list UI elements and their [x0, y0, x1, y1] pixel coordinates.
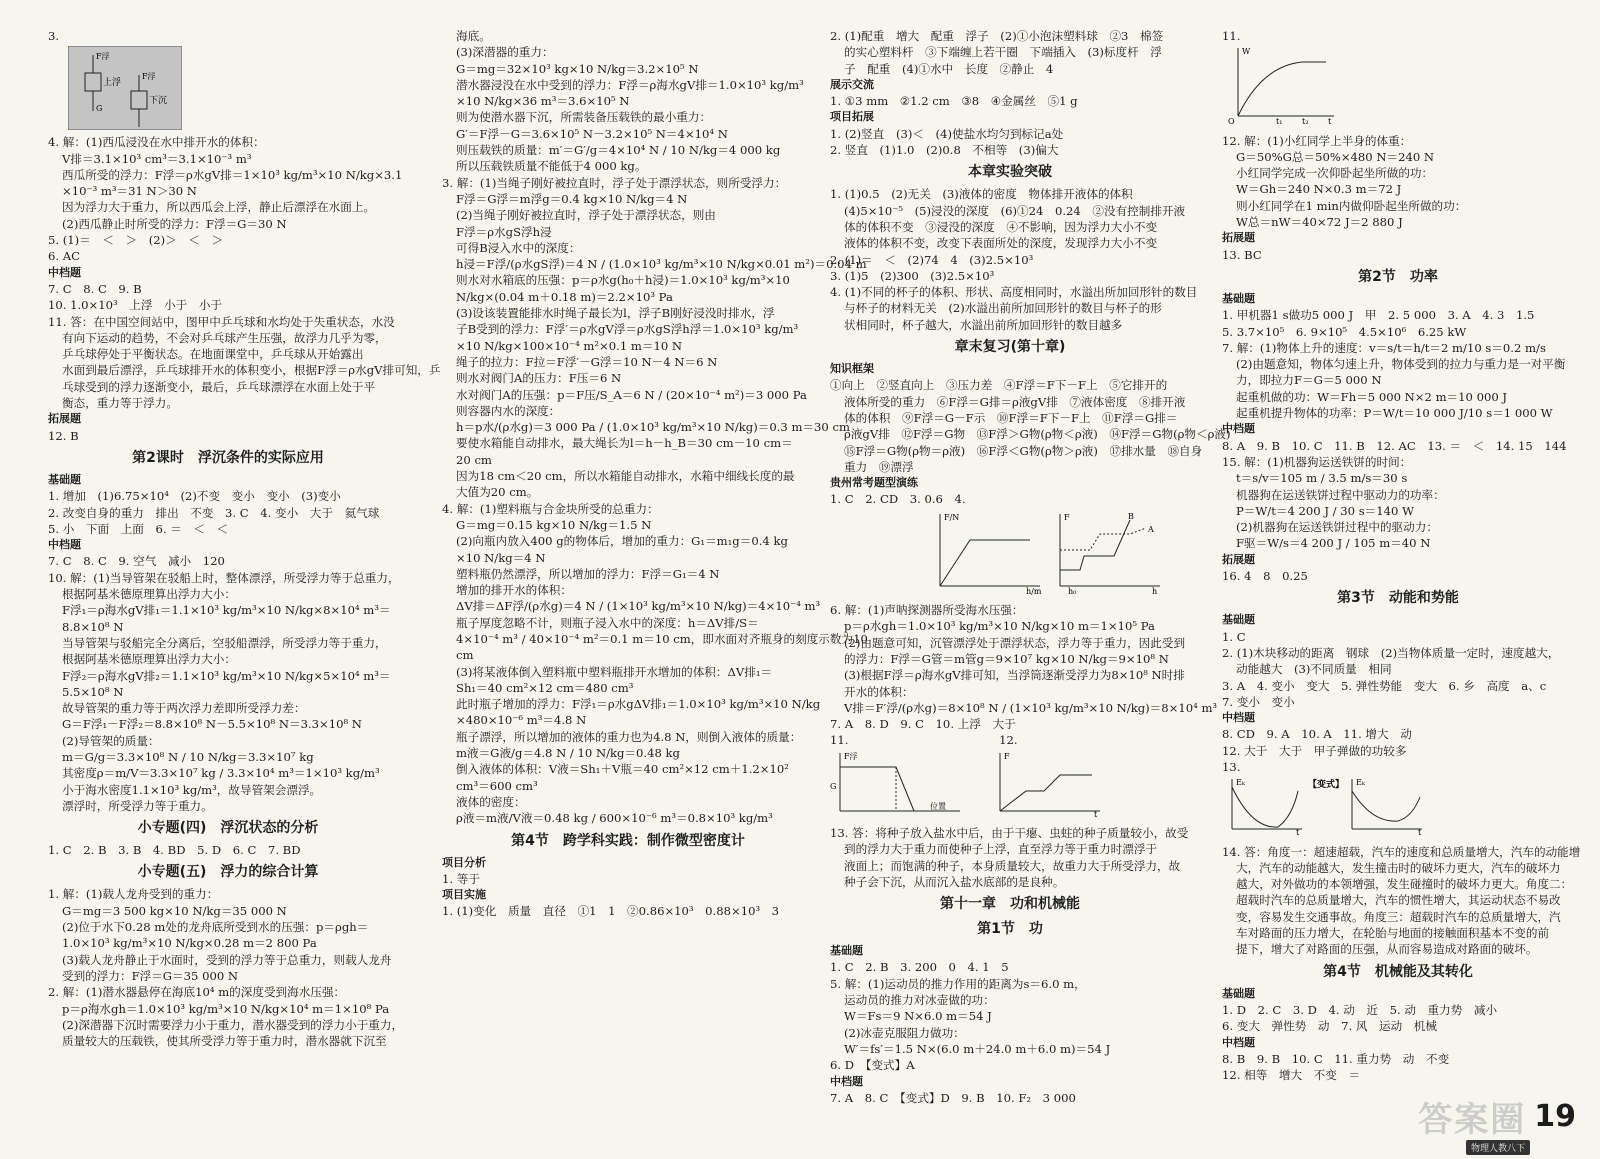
answer-line: 与杯子的材料无关 (2)水溢出前所加回形针的数目与杯子的形	[844, 301, 1162, 316]
answer-line: h浸＝F浮/(ρ水gS浮)＝4 N / (1.0×10³ kg/m³×10 N/kg×0.01 m²)＝0.04 m	[456, 257, 867, 272]
answer-line: 超载时汽车的总质量增大，汽车的惯性增大，其运动状态不易改	[1236, 893, 1561, 908]
graphs-4-5-svg	[830, 510, 1170, 594]
subsection-label: 项目拓展	[830, 110, 874, 124]
answer-line: h＝p水/(ρ水g)＝3 000 Pa / (1.0×10³ kg/m³×10 N/kg)＝0.3 m＝30 cm	[456, 420, 850, 435]
answer-line: 3.	[48, 29, 60, 43]
answer-line: 受到的浮力：F浮＝G＝35 000 N	[62, 968, 239, 983]
answer-line: 机器狗在运送铁饼过程中驱动力的功率：	[1236, 487, 1445, 502]
answer-line: 13. BC	[1222, 247, 1262, 262]
answer-line: 开水的体积：	[844, 684, 914, 699]
answer-line: 根据阿基米德原理算出浮力大小：	[62, 587, 236, 602]
answer-line: 4. 解：(1)塑料瓶与合金块所受的总重力：	[442, 501, 659, 516]
answer-line: 1. 甲机器1 s做功5 000 J 甲 2. 5 000 3. A 4. 3 1.5	[1222, 308, 1535, 323]
answer-line: (4)5×10⁻⁵ (5)浸没的深度 (6)①24 0.24 ②没有控制排开液	[844, 203, 1186, 218]
section-heading: 第2课时 浮沉条件的实际应用	[132, 449, 324, 466]
answer-line: cm	[456, 648, 474, 663]
answer-line: 2. 改变自身的重力 排出 不变 3. C 4. 变小 大于 氦气球	[48, 505, 380, 520]
answer-line: W＝Gh＝240 N×0.3 m＝72 J	[1236, 182, 1402, 197]
answer-line: 则为使潜水器下沉，所需装备压载铁的最小重力：	[456, 110, 712, 125]
g5-x: h	[1152, 586, 1158, 596]
answer-line: 到的浮力大于重力而使种子上浮，直至浮力等于重力时漂浮于	[844, 842, 1158, 857]
down-label: 下沉	[149, 96, 168, 107]
answer-line: 的实心塑料杆 ③下端缠上若干圈 下端插入 (3)标度杆 浮	[844, 45, 1162, 60]
answer-line: 14. 答：角度一：超速超载，汽车的速度和总质量增大，汽车的动能增	[1222, 844, 1581, 859]
g-label: G	[96, 104, 103, 114]
answer-line: 则水对阀门A的压力：F压＝6 N	[456, 371, 622, 386]
column-1	[48, 28, 441, 1049]
answer-line: 瓶子厚度忽略不计，则瓶子浸入水中的深度：h＝ΔV排/S＝	[456, 615, 759, 630]
w-o: O	[1228, 117, 1235, 127]
graphs-13-svg	[1222, 777, 1442, 838]
answer-line: 8. A 9. B 10. C 11. B 12. AC 13. ＝ ＜ 14. 15 144	[1222, 438, 1567, 453]
g5-b: B	[1128, 511, 1134, 521]
column-3	[830, 28, 1231, 1106]
answer-line: (3)深潜器的重力：	[456, 45, 554, 60]
answer-line: 4. (1)不同的杯子的体积、形状、高度相同时，水溢出所加回形针的数目	[830, 285, 1198, 300]
answer-line: ⑮F浮＝G物(ρ物＝ρ液) ⑯F浮＜G物(ρ物＞ρ液) ⑰排水量 ⑱自身	[844, 443, 1203, 458]
answer-line: (2)西瓜静止时所受的浮力：F浮＝G＝30 N	[62, 216, 287, 231]
g11-g: G	[830, 781, 837, 791]
answer-line: 液体所受的重力 ⑥F浮＝G排＝ρ液gV排 ⑦液体密度 ⑧排开液	[844, 394, 1186, 409]
subsection-label: 基础题	[830, 944, 863, 958]
answer-line: F浮₂＝ρ海水gV排₂＝1.1×10³ kg/m³×10 N/kg×5×10⁴ m³＝	[62, 668, 391, 683]
answer-line: 5. 小 下面 上面 6. ＝ ＜ ＜	[48, 521, 229, 536]
f-label: F浮	[96, 52, 110, 62]
answer-line: 1. C 2. B 3. B 4. BD 5. D 6. C 7. BD	[48, 843, 301, 858]
answer-line: 1. C 2. CD 3. 0.6 4.	[830, 492, 966, 507]
w-t1: t₁	[1276, 117, 1283, 127]
answer-line: p＝ρ海水gh＝1.0×10³ kg/m³×10 N/kg×10⁴ m＝1×10⁸ Pa	[62, 1001, 390, 1016]
answer-line: ΔV排＝ΔF浮/(ρ水g)＝4 N / (1×10³ kg/m³×10 N/kg)＝4×10⁻⁴ m³	[456, 599, 821, 614]
answer-line: 13. 答：将种子放入盐水中后，由于干瘪、虫蛀的种子质量较小，故受	[830, 825, 1189, 840]
answer-line: 子B受到的浮力：F浮′＝ρ水gV浮＝ρ水gS浮h浮＝1.0×10³ kg/m³	[456, 322, 799, 337]
answer-line: 8. CD 9. A 10. A 11. 增大 动	[1222, 727, 1412, 742]
section-heading: 本章实验突破	[968, 164, 1052, 181]
answer-line: 倒入液体的体积：V液＝Sh₁＋V瓶＝40 cm²×12 cm＋1.2×10²	[456, 762, 789, 777]
answer-line: 漂浮时，所受浮力等于重力。	[62, 798, 213, 813]
answer-line: 动能越大 (3)不同质量 相同	[1236, 662, 1392, 677]
answer-line: 7. C 8. C 9. B	[48, 281, 142, 296]
answer-line: 子 配重 (4)①水中 长度 ②静止 4	[844, 61, 1054, 76]
answer-line: 3. (1)5 (2)300 (3)2.5×10³	[830, 268, 995, 283]
answer-line: 水对阀门A的压强：p＝F压/S_A＝6 N / (20×10⁻⁴ m²)＝3 000 Pa	[456, 387, 807, 402]
subsection-label: 基础题	[48, 472, 81, 486]
answer-line: 8. B 9. B 10. C 11. 重力势 动 不变	[1222, 1051, 1450, 1066]
answer-line: 种子会下沉，从而沉入盐水底部的是良种。	[844, 874, 1065, 889]
section-heading: 第4节 跨学科实践：制作微型密度计	[511, 832, 745, 849]
answer-line: 1. ①3 mm ②1.2 cm ③8 ④金属丝 ⑤1 g	[830, 94, 1078, 109]
answer-line: 运动员的推力对冰壶做的功：	[844, 993, 995, 1008]
answer-line: 1. D 2. C 3. D 4. 动 近 5. 动 重力势 减小	[1222, 1002, 1498, 1017]
answer-line: (3)载人龙舟静止于水面时，受到的浮力等于总重力，则载人龙舟	[62, 952, 392, 967]
graphs-4-5	[830, 510, 1190, 598]
g11-x: 位置	[930, 801, 946, 811]
answer-line: 1. 增加 (1)6.75×10⁴ (2)不变 变小 变小 (3)变小	[48, 489, 341, 504]
subsection-label: 中档题	[1222, 711, 1255, 725]
section-heading: 第4节 机械能及其转化	[1323, 963, 1473, 980]
w-t: t	[1328, 117, 1332, 127]
answer-line: ①向上 ②竖直向上 ③压力差 ④F浮＝F下－F上 ⑤它排开的	[830, 378, 1168, 393]
answer-line: 的浮力：F浮＝G管＝m管g＝9×10⁷ kg×10 N/kg＝9×10⁸ N	[844, 651, 1169, 666]
answer-line: 12. 解：(1)小红同学上半身的体重：	[1222, 133, 1412, 148]
answer-line: (3)根据F浮＝ρ海水gV排可知，当浮筒逐渐受浮力为8×10⁸ N时排	[844, 668, 1185, 683]
answer-line: 则水对水箱底的压强：p＝ρ水g(h₀＋h浸)＝1.0×10³ kg/m³×10	[456, 273, 790, 288]
answer-line: 1. 解：(1)载人龙舟受到的重力：	[48, 887, 219, 902]
answer-line: (2)冰壶克服阻力做功：	[844, 1025, 965, 1040]
answer-line: 绳子的拉力：F拉＝F浮′－G浮＝10 N－4 N＝6 N	[456, 354, 718, 369]
answer-line: 根据阿基米德原理算出浮力大小：	[62, 652, 236, 667]
answer-line: 瓶子漂浮，所以增加的液体的重力也为4.8 N，则倒入液体的质量：	[456, 729, 802, 744]
answer-line: 有向下运动的趋势，不会对乒乓球产生压强，故浮力几乎为零，	[62, 330, 387, 345]
answer-line: 7. 变小 变小	[1222, 694, 1295, 709]
answer-line: 7. 解：(1)物体上升的速度：v＝s/t＝h/t＝2 m/10 s＝0.2 m/s	[1222, 340, 1546, 355]
subsection-label: 中档题	[1222, 422, 1255, 436]
answer-line: F驱＝W/s＝4 200 J / 105 m＝40 N	[1236, 536, 1431, 551]
answer-line: 水面到最后漂浮，乒乓球排开水的体积变小，根据F浮＝ρ水gV排可知，乒	[62, 363, 441, 378]
answer-line: 液体的体积不变，改变下表面所处的深度，发现浮力大小不变	[844, 236, 1158, 251]
answer-line: 海底。	[456, 29, 491, 43]
answer-line: G＝mg＝3 500 kg×10 N/kg＝35 000 N	[62, 903, 287, 918]
ek-y1: Eₖ	[1236, 778, 1245, 788]
answer-line: p＝ρ水gh＝1.0×10³ kg/m³×10 N/kg×10 m＝1×10⁵ Pa	[844, 619, 1155, 634]
g4-x: h/m	[1026, 586, 1042, 596]
graphs-11-12-svg	[830, 751, 1170, 817]
answer-line: F浮₁＝ρ海水gV排₁＝1.1×10³ kg/m³×10 N/kg×8×10⁴ m³＝	[62, 603, 391, 618]
answer-line: ×480×10⁻⁶ m³＝4.8 N	[456, 713, 587, 728]
answer-line: F浮＝ρ水gS浮h浸	[456, 224, 552, 239]
subsection-label: 展示交流	[830, 77, 874, 91]
answer-line: W′＝fs′＝1.5 N×(6.0 m＋24.0 m＋6.0 m)＝54 J	[844, 1041, 1111, 1056]
section-heading: 章末复习(第十章)	[954, 339, 1066, 356]
f-label-2: F浮	[142, 72, 156, 82]
subsection-label: 基础题	[1222, 986, 1255, 1000]
answer-line: W总＝nW＝40×72 J＝2 880 J	[1236, 215, 1403, 230]
answer-line: 液面上；而饱满的种子，本身质量较大，故重力大于所受浮力，故	[844, 858, 1181, 873]
answer-line: 其密度ρ＝m/V＝3.3×10⁷ kg / 3.3×10⁴ m³＝1×10³ kg/m³	[62, 766, 380, 781]
answer-line: 3. 解：(1)当绳子刚好被拉直时，浮子处于漂浮状态，则所受浮力：	[442, 175, 787, 190]
answer-line: 小于海水密度1.1×10³ kg/m³，故导管架会漂浮。	[62, 782, 322, 797]
answer-line: 体的体积 ⑨F浮＝G－F示 ⑩F浮＝F下－F上 ⑪F浮＝G排＝	[844, 410, 1178, 425]
answer-line: V排＝3.1×10³ cm³＝3.1×10⁻³ m³	[62, 151, 252, 166]
graphs-11-12	[830, 751, 1190, 821]
answer-line: 5.5×10⁸ N	[62, 684, 124, 699]
answer-line: 此时瓶子增加的浮力：F浮₁＝ρ水gΔV排₁＝1.0×10³ kg/m³×10 N/kg	[456, 697, 821, 712]
up-label: 上浮	[103, 78, 122, 89]
subsection-label: 中档题	[830, 1074, 863, 1088]
answer-line: 12. 相等 增大 不变 ＝	[1222, 1068, 1361, 1083]
answer-line: 2. (1)木块移动的距离 钢球 (2)当物体质量一定时，速度越大，	[1222, 645, 1560, 660]
answer-line: 16. 4 8 0.25	[1222, 569, 1308, 584]
answer-line: 所以压载铁质量不能低于4 000 kg。	[456, 159, 647, 174]
answer-line: P＝W/t＝4 200 J / 30 s＝140 W	[1236, 503, 1414, 518]
answer-line: 1. C 2. B 3. 200 0 4. 1 5	[830, 960, 1009, 975]
answer-line: m液＝G液/g＝4.8 N / 10 N/kg＝0.48 kg	[456, 746, 680, 761]
answer-line: 要使水箱能自动排水，最大绳长为l＝h－h_B＝30 cm－10 cm＝	[456, 436, 793, 451]
g12-x: t	[1094, 809, 1098, 819]
answer-line: 11.	[1222, 29, 1241, 43]
answer-line: 5. 3.7×10⁵ 6. 9×10⁵ 4.5×10⁶ 6.25 kW	[1222, 324, 1467, 339]
answer-line: 7. C 8. C 9. 空气 减小 120	[48, 554, 225, 569]
answer-line: G′＝F浮－G＝3.6×10⁵ N－3.2×10⁵ N＝4×10⁴ N	[456, 126, 728, 141]
subsection-label: 知识框架	[830, 362, 874, 376]
answer-line: 大值为20 cm。	[456, 485, 539, 500]
answer-line: 液体的密度：	[456, 794, 526, 809]
variant-label: 【变式】	[1308, 780, 1345, 791]
answer-line: 2. 竖直 (1)1.0 (2)0.8 不相等 (3)偏大	[830, 143, 1059, 158]
subsection-label: 项目分析	[442, 855, 486, 869]
answer-line: 6. 解：(1)声呐探测器所受海水压强：	[830, 603, 1024, 618]
answer-line: 则容器内水的深度：	[456, 403, 561, 418]
answer-line: W＝Fs＝9 N×6.0 m＝54 J	[844, 1009, 992, 1024]
answer-line: 13.	[1222, 759, 1241, 774]
answer-line: (2)由题意知，物体匀速上升，物体受到的拉力与重力是一对平衡	[1236, 357, 1566, 372]
answer-line: G＝50%G总＝50%×480 N＝240 N	[1236, 149, 1435, 164]
answer-line: 12. B	[48, 428, 79, 443]
answer-line: 1. C	[1222, 629, 1246, 644]
answer-line: 7. A 8. D 9. C 10. 上浮 大于	[830, 717, 1016, 732]
subsection-label: 基础题	[1222, 291, 1255, 305]
answer-line: 6. 变大 弹性势 动 7. 风 运动 机械	[1222, 1019, 1437, 1034]
answer-line: (2)机器狗在运送铁饼过程中的驱动力：	[1236, 520, 1438, 535]
answer-line: ×10 N/kg×100×10⁻⁴ m²×0.1 m＝10 N	[456, 338, 683, 353]
w-y: W	[1242, 47, 1251, 57]
g4-y: F/N	[944, 512, 960, 522]
ek-x2: t	[1418, 828, 1422, 838]
answer-line: 状相同时，杯子越大，水溢出前所加回形针的数目越多	[844, 317, 1123, 332]
ek-y2: Eₖ	[1356, 778, 1365, 788]
answer-line: 则小红同学在1 min内做仰卧起坐所做的功：	[1236, 198, 1467, 213]
page-number: 19	[1534, 1099, 1576, 1134]
answer-line: 质量较大的压载铁，使其所受浮力等于重力时，潜水器就下沉至	[62, 1034, 387, 1049]
answer-line: ρ液gV排 ⑫F浮＝G物 ⑬F浮＞G物(ρ物＜ρ液) ⑭F浮＝G物(ρ物＜ρ液)	[844, 427, 1231, 442]
answer-line: 12. 大于 大于 甲子弹做的功较多	[1222, 743, 1407, 758]
g12-y: F	[1004, 751, 1010, 761]
answer-line: 10. 解：(1)当导管架在驳船上时，整体漂浮，所受浮力等于总重力，	[48, 570, 400, 585]
page-corner	[1418, 1092, 1576, 1141]
answer-line: 体的体积不变 ③浸没的深度 ④不影响，因为浮力大小不变	[844, 219, 1158, 234]
section-heading: 小专题(五) 浮力的综合计算	[137, 864, 319, 881]
answer-line: 5. (1)＝ ＜ ＞ (2)＞ ＜ ＞	[48, 233, 224, 248]
answer-line: 因为浮力大于重力，所以西瓜会上浮，静止后漂浮在水面上。	[62, 200, 376, 215]
answer-line: 4. 解：(1)西瓜浸没在水中排开水的体积：	[48, 135, 265, 150]
answer-line: 力，即拉力F＝G＝5 000 N	[1236, 373, 1382, 388]
g5-y: F	[1064, 512, 1070, 522]
answer-line: (3)将某液体倒入塑料瓶中塑料瓶排开水增加的体积：ΔV排₁＝	[456, 664, 773, 679]
answer-line: (3)设该装置能排水时绳子最长为l，浮子B刚好浸没时排水，浮	[456, 306, 775, 321]
answer-line: 1. 等于	[442, 871, 480, 886]
answer-line: G＝mg＝32×10³ kg×10 N/kg＝3.2×10⁵ N	[456, 61, 699, 76]
answer-line: 10. 1.0×10³ 上浮 小于 小于	[48, 298, 223, 313]
subsection-label: 项目实施	[442, 888, 486, 902]
answer-line: V排＝F′浮/(ρ水g)＝8×10⁸ N / (1×10³ kg/m³×10 N/kg)＝8×10⁴ m³	[844, 700, 1218, 715]
answer-line: 潜水器浸没在水中受到的浮力：F浮＝ρ海水gV排＝1.0×10³ kg/m³	[456, 77, 804, 92]
ek-x1: t	[1296, 828, 1300, 838]
answer-line: 起重机提升物体的功率：P＝W/t＝10 000 J/10 s＝1 000 W	[1236, 406, 1553, 421]
answer-line: 起重机做的功：W＝Fh＝5 000 N×2 m＝10 000 J	[1236, 389, 1508, 404]
answer-line: 增加的排开水的体积：	[456, 583, 572, 598]
answer-line: 乓球受到的浮力逐渐变小，最后，乒乓球漂浮在水面上处于平	[62, 379, 376, 394]
answer-line: 11. 12.	[830, 733, 1018, 748]
answer-line: 可得B浸入水中的深度：	[456, 240, 581, 255]
w-t2: t₂	[1302, 117, 1309, 127]
answer-line: m＝G/g＝3.3×10⁸ N / 10 N/kg＝3.3×10⁷ kg	[62, 749, 314, 764]
answer-line: 1.0×10³ kg/m³×10 N/kg×0.28 m＝2 800 Pa	[62, 936, 317, 951]
answer-line: t＝s/v＝105 m / 3.5 m/s＝30 s	[1236, 471, 1408, 486]
subsection-label: 拓展题	[1222, 231, 1255, 245]
subsection-label: 拓展题	[1222, 552, 1255, 566]
answer-line: (2)导管架的质量：	[62, 733, 160, 748]
answer-line: F浮＝G浮＝m浮g＝0.4 kg×10 N/kg＝4 N	[456, 191, 688, 206]
graph-w-t-svg	[1222, 46, 1342, 127]
answer-line: 11. 答：在中国空间站中，图甲中乒乓球和水均处于失重状态，水没	[48, 314, 395, 329]
column-4	[1222, 28, 1581, 1083]
answer-line: 8.8×10⁸ N	[62, 619, 124, 634]
answer-line: 车对路面的压力增大，在轮胎与地面的接触面积基本不变的前	[1236, 926, 1550, 941]
answer-line: 3. A 4. 变小 变大 5. 弹性势能 变大 6. 乡 高度 a、c	[1222, 678, 1547, 693]
answer-line: N/kg×(0.04 m＋0.18 m)＝2.2×10³ Pa	[456, 289, 673, 304]
answer-line: 故导管架的重力等于两次浮力差即所受浮力差：	[62, 701, 306, 716]
answer-line: 15. 解：(1)机器狗运送铁饼的时间：	[1222, 454, 1412, 469]
answer-line: ρ液＝m液/V液＝0.48 kg / 600×10⁻⁶ m³＝0.8×10³ kg/m³	[456, 811, 773, 826]
answer-line: (2)当绳子刚好被拉直时，浮子处于漂浮状态，则由	[456, 208, 716, 223]
answer-line: ×10 N/kg×36 m³＝3.6×10⁵ N	[456, 94, 630, 109]
answer-line: 1. (1)变化 质量 直径 ①1 1 ②0.86×10³ 0.88×10³ 3	[442, 904, 780, 919]
answer-line: ×10 N/kg＝4 N	[456, 550, 546, 565]
answer-line: 7. A 8. C 【变式】D 9. B 10. F₂ 3 000	[830, 1090, 1076, 1105]
subsection-label: 贵州常考题型演练	[830, 476, 918, 490]
answer-line: 1. (1)0.5 (2)无关 (3)液体的密度 物体排开液体的体积	[830, 187, 1133, 202]
g5-a: A	[1148, 524, 1154, 534]
footer-tag: 物理人教八下	[1466, 1140, 1530, 1155]
answer-line: 塑料瓶仍然漂浮，所以增加的浮力：F浮＝G₁＝4 N	[456, 566, 720, 581]
answer-line: ×10⁻³ m³＝31 N＞30 N	[62, 184, 197, 199]
answer-line: 则压载铁的质量：m′＝G′/g＝4×10⁴ N / 10 N/kg＝4 000 kg	[456, 143, 781, 158]
answer-line: (2)由题意可知，沉管漂浮处于漂浮状态，浮力等于重力，因此受到	[844, 635, 1186, 650]
answer-line: 2. (1)＝ ＜ (2)74 4 (3)2.5×10³	[830, 252, 1034, 267]
buoyancy-diagram	[69, 47, 181, 129]
answer-line: 2. (1)配重 增大 配重 浮子 (2)①小泡沫塑料球 ②3 棉签	[830, 29, 1164, 43]
section-heading: 第十一章 功和机械能	[940, 896, 1080, 913]
subsection-label: 拓展题	[48, 412, 81, 426]
subsection-label: 中档题	[48, 538, 81, 552]
answer-line: 小红同学完成一次仰卧起坐所做的功：	[1236, 166, 1434, 181]
section-heading: 第1节 功	[977, 921, 1043, 938]
answer-line: 乒乓球停处于平衡状态。在地面课堂中，乒乓球从开始露出	[62, 347, 364, 362]
answer-line: 1. (2)竖直 (3)＜ (4)使盐水均匀到标记a处	[830, 126, 1064, 141]
buoyancy-photo	[68, 46, 182, 130]
subsection-label: 中档题	[48, 265, 81, 279]
subsection-label: 中档题	[1222, 1035, 1255, 1049]
answer-line: 5. 解：(1)运动员的推力作用的距离为s＝6.0 m，	[830, 976, 1086, 991]
answer-line: 当导管架与驳船完全分离后，空驳船漂浮，所受浮力等于重力，	[62, 635, 387, 650]
answer-line: 衡态，重力等于浮力。	[62, 396, 178, 411]
answer-line: 6. D 【变式】A	[830, 1058, 915, 1073]
answer-line: cm³＝600 cm³	[456, 778, 538, 793]
answer-line: (2)深潜器下沉时需要浮力小于重力，潜水器受到的浮力小于重力，	[62, 1017, 404, 1032]
subsection-label: 基础题	[1222, 613, 1255, 627]
answer-line: 2. 解：(1)潜水器悬停在海底10⁴ m的深度受到海水压强：	[48, 985, 346, 1000]
answer-line: 大，汽车的动能越大，发生撞击时的破坏力更大，汽车的破坏力	[1236, 860, 1561, 875]
answer-line: G＝mg＝0.15 kg×10 N/kg＝1.5 N	[456, 517, 652, 532]
section-heading: 第2节 功率	[1358, 268, 1438, 285]
answer-line: 越大，对外做功的本领增强，发生碰撞时的破坏力更大。角度二：	[1236, 877, 1573, 892]
graphs-13	[1222, 777, 1574, 839]
answer-line: 6. AC	[48, 249, 80, 264]
graph-w-t	[1222, 46, 1574, 128]
answer-line: 提下，增大了对路面的压强，从而容易造成对路面的破坏。	[1236, 942, 1538, 957]
answer-line: 20 cm	[456, 452, 492, 467]
answer-line: (2)位于水下0.28 m处的龙舟底所受到水的压强：p＝ρgh＝	[62, 920, 369, 935]
answer-line: Sh₁＝40 cm²×12 cm＝480 cm³	[456, 680, 634, 695]
answer-line: G＝F浮₁－F浮₂＝8.8×10⁸ N－5.5×10⁸ N＝3.3×10⁸ N	[62, 717, 362, 732]
answer-line: 因为18 cm＜20 cm，所以水箱能自动排水，水箱中细线长度的最	[456, 469, 795, 484]
answer-line: 重力 ⑲漂浮	[844, 459, 914, 474]
answer-line: 西瓜所受的浮力：F浮＝ρ水gV排＝1×10³ kg/m³×10 N/kg×3.1	[62, 167, 403, 182]
g5-h0: h₀	[1068, 586, 1077, 596]
answer-line: 变，容易发生交通事故。角度三：超载时汽车的总质量增大，汽	[1236, 909, 1561, 924]
answer-line: 4×10⁻⁴ m³ / 40×10⁻⁴ m²＝0.1 m＝10 cm，即水面对齐瓶身的刻度示数为10	[456, 631, 868, 646]
section-heading: 第3节 动能和势能	[1337, 590, 1459, 607]
g11-y: F浮	[844, 751, 858, 761]
section-heading: 小专题(四) 浮沉状态的分析	[137, 820, 319, 837]
answer-line: (2)向瓶内放入400 g的物体后，增加的重力：G₁＝m₁g＝0.4 kg	[456, 534, 788, 549]
watermark-logo: 答案圈	[1418, 1100, 1527, 1140]
